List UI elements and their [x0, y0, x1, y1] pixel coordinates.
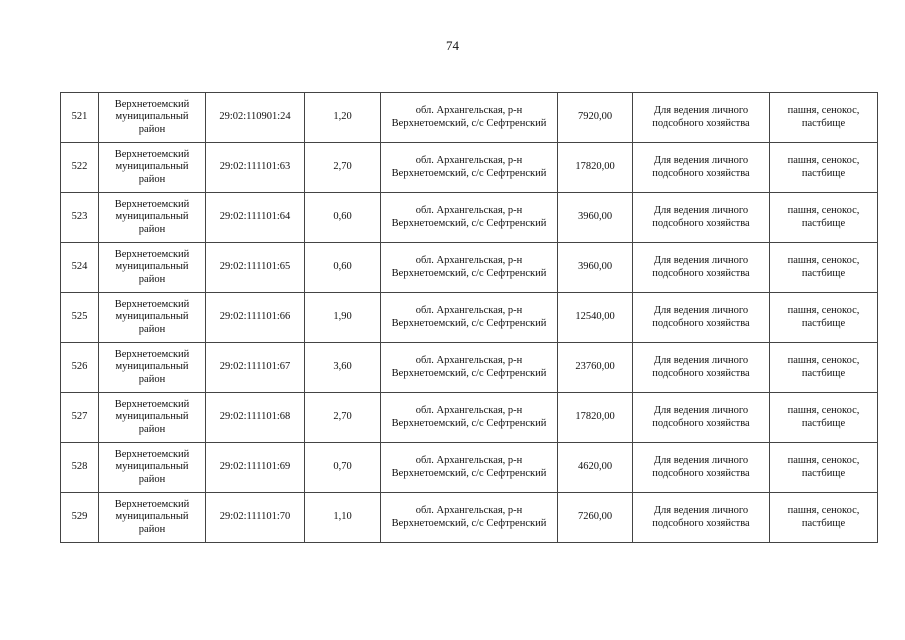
cell-district-line: муниципальный	[115, 361, 189, 373]
cell-cadastral-number: 29:02:111101:70	[206, 493, 305, 543]
cell-permitted-use	[633, 93, 770, 143]
cell-permitted-use	[633, 393, 770, 443]
cell-district-line: муниципальный	[115, 261, 189, 273]
cell-number: 528	[61, 443, 99, 493]
table-row	[61, 93, 878, 143]
cell-permitted-use	[633, 193, 770, 243]
cell-address	[381, 243, 558, 293]
cell-number: 526	[61, 343, 99, 393]
cell-district-line: район	[138, 273, 166, 285]
land-plots-table	[60, 92, 878, 543]
cell-land-type	[770, 143, 878, 193]
cell-permitted-use-line: подсобного хозяйства	[652, 317, 750, 329]
cell-district-line: район	[138, 523, 166, 535]
cell-permitted-use-line: подсобного хозяйства	[652, 267, 750, 279]
cell-land-type-line: пашня, сенокос,	[787, 155, 860, 166]
table-row	[61, 243, 878, 293]
cell-cadastral-number: 29:02:111101:68	[206, 393, 305, 443]
cell-cadastral-value: 17820,00	[558, 143, 633, 193]
cell-address-line: обл. Архангельская, р-н	[415, 405, 523, 416]
cell-permitted-use-line: Для ведения личного	[653, 255, 749, 266]
cell-land-type	[770, 493, 878, 543]
cell-land-type-line: пашня, сенокос,	[787, 505, 860, 516]
cell-area: 2,70	[305, 143, 381, 193]
cell-district-line: Верхнетоемский	[114, 398, 190, 410]
cell-cadastral-value: 4620,00	[558, 443, 633, 493]
table-row	[61, 393, 878, 443]
cell-number: 525	[61, 293, 99, 343]
cell-address	[381, 193, 558, 243]
cell-permitted-use-line: Для ведения личного	[653, 355, 749, 366]
cell-area: 1,90	[305, 293, 381, 343]
cell-land-type-line: пастбище	[801, 467, 846, 479]
table-row	[61, 293, 878, 343]
cell-address-line: Верхнетоемский, с/с Сефтренский	[391, 367, 547, 379]
table-row	[61, 343, 878, 393]
cell-district-line: Верхнетоемский	[114, 148, 190, 160]
cell-permitted-use-line: Для ведения личного	[653, 105, 749, 116]
cell-permitted-use-line: подсобного хозяйства	[652, 367, 750, 379]
cell-land-type-line: пастбище	[801, 367, 846, 379]
cell-district-line: район	[138, 173, 166, 185]
cell-district-line: Верхнетоемский	[114, 98, 190, 110]
table-row	[61, 443, 878, 493]
cell-district	[99, 343, 206, 393]
cell-land-type-line: пашня, сенокос,	[787, 205, 860, 216]
cell-cadastral-number: 29:02:110901:24	[206, 93, 305, 143]
cell-address-line: Верхнетоемский, с/с Сефтренский	[391, 417, 547, 429]
cell-district	[99, 493, 206, 543]
cell-permitted-use-line: подсобного хозяйства	[652, 517, 750, 529]
cell-district-line: район	[138, 323, 166, 335]
cell-permitted-use	[633, 343, 770, 393]
page-number: 74	[446, 38, 459, 53]
cell-district-line: район	[138, 373, 166, 385]
cell-address	[381, 93, 558, 143]
cell-cadastral-value: 7260,00	[558, 493, 633, 543]
cell-area: 0,60	[305, 243, 381, 293]
cell-address-line: обл. Архангельская, р-н	[415, 305, 523, 316]
cell-address-line: обл. Архангельская, р-н	[415, 205, 523, 216]
cell-address	[381, 393, 558, 443]
cell-district	[99, 143, 206, 193]
cell-cadastral-value: 23760,00	[558, 343, 633, 393]
cell-land-type-line: пастбище	[801, 417, 846, 429]
cell-district-line: муниципальный	[115, 511, 189, 523]
cell-district	[99, 393, 206, 443]
cell-land-type	[770, 243, 878, 293]
cell-area: 1,20	[305, 93, 381, 143]
cell-address-line: Верхнетоемский, с/с Сефтренский	[391, 467, 547, 479]
cell-area: 3,60	[305, 343, 381, 393]
cell-land-type	[770, 393, 878, 443]
cell-land-type-line: пастбище	[801, 167, 846, 179]
cell-district-line: район	[138, 223, 166, 235]
cell-land-type	[770, 193, 878, 243]
cell-district	[99, 193, 206, 243]
cell-permitted-use	[633, 493, 770, 543]
cell-district-line: район	[138, 473, 166, 485]
cell-address-line: обл. Архангельская, р-н	[415, 505, 523, 516]
cell-permitted-use	[633, 293, 770, 343]
cell-land-type	[770, 293, 878, 343]
cell-district-line: район	[138, 123, 166, 135]
cell-land-type-line: пастбище	[801, 517, 846, 529]
cell-land-type-line: пашня, сенокос,	[787, 455, 860, 466]
cell-address-line: обл. Архангельская, р-н	[415, 155, 523, 166]
cell-district	[99, 93, 206, 143]
cell-cadastral-value: 7920,00	[558, 93, 633, 143]
cell-permitted-use-line: Для ведения личного	[653, 405, 749, 416]
cell-permitted-use	[633, 243, 770, 293]
cell-area: 2,70	[305, 393, 381, 443]
cell-cadastral-number: 29:02:111101:69	[206, 443, 305, 493]
cell-land-type	[770, 443, 878, 493]
cell-address-line: Верхнетоемский, с/с Сефтренский	[391, 267, 547, 279]
cell-permitted-use-line: подсобного хозяйства	[652, 417, 750, 429]
cell-district-line: Верхнетоемский	[114, 248, 190, 260]
cell-district-line: Верхнетоемский	[114, 498, 190, 510]
cell-permitted-use-line: Для ведения личного	[653, 305, 749, 316]
cell-district-line: муниципальный	[115, 211, 189, 223]
cell-address-line: Верхнетоемский, с/с Сефтренский	[391, 167, 547, 179]
cell-permitted-use-line: Для ведения личного	[653, 205, 749, 216]
cell-district-line: муниципальный	[115, 111, 189, 123]
cell-permitted-use-line: Для ведения личного	[653, 155, 749, 166]
cell-permitted-use	[633, 443, 770, 493]
cell-area: 0,70	[305, 443, 381, 493]
cell-land-type-line: пастбище	[801, 117, 846, 129]
cell-district	[99, 293, 206, 343]
table-body	[61, 93, 878, 543]
cell-district-line: район	[138, 423, 166, 435]
cell-district-line: Верхнетоемский	[114, 198, 190, 210]
cell-district-line: Верхнетоемский	[114, 348, 190, 360]
cell-cadastral-number: 29:02:111101:66	[206, 293, 305, 343]
cell-cadastral-number: 29:02:111101:64	[206, 193, 305, 243]
cell-address	[381, 143, 558, 193]
cell-number: 527	[61, 393, 99, 443]
cell-address-line: Верхнетоемский, с/с Сефтренский	[391, 517, 547, 529]
cell-address-line: обл. Архангельская, р-н	[415, 455, 523, 466]
cell-number: 524	[61, 243, 99, 293]
cell-area: 0,60	[305, 193, 381, 243]
cell-district-line: муниципальный	[115, 411, 189, 423]
cell-address	[381, 493, 558, 543]
cell-address	[381, 293, 558, 343]
table-row	[61, 143, 878, 193]
cell-land-type-line: пашня, сенокос,	[787, 305, 860, 316]
cell-permitted-use-line: подсобного хозяйства	[652, 217, 750, 229]
cell-land-type-line: пашня, сенокос,	[787, 355, 860, 366]
cell-land-type-line: пастбище	[801, 267, 846, 279]
cell-address-line: обл. Архангельская, р-н	[415, 255, 523, 266]
cell-permitted-use	[633, 143, 770, 193]
cell-land-type-line: пашня, сенокос,	[787, 105, 860, 116]
cell-permitted-use-line: Для ведения личного	[653, 455, 749, 466]
table-row	[61, 193, 878, 243]
cell-land-type-line: пашня, сенокос,	[787, 255, 860, 266]
cell-address-line: Верхнетоемский, с/с Сефтренский	[391, 217, 547, 229]
cell-address-line: обл. Архангельская, р-н	[415, 105, 523, 116]
cell-cadastral-number: 29:02:111101:63	[206, 143, 305, 193]
cell-address-line: обл. Архангельская, р-н	[415, 355, 523, 366]
cell-number: 522	[61, 143, 99, 193]
cell-cadastral-number: 29:02:111101:65	[206, 243, 305, 293]
cell-district-line: муниципальный	[115, 311, 189, 323]
cell-area: 1,10	[305, 493, 381, 543]
cell-land-type	[770, 93, 878, 143]
cell-district	[99, 443, 206, 493]
cell-land-type-line: пастбище	[801, 217, 846, 229]
cell-number: 523	[61, 193, 99, 243]
cell-number: 529	[61, 493, 99, 543]
cell-district	[99, 243, 206, 293]
table-row	[61, 493, 878, 543]
cell-district-line: Верхнетоемский	[114, 298, 190, 310]
cell-permitted-use-line: Для ведения личного	[653, 505, 749, 516]
cell-number: 521	[61, 93, 99, 143]
cell-permitted-use-line: подсобного хозяйства	[652, 167, 750, 179]
cell-district-line: муниципальный	[115, 461, 189, 473]
cell-cadastral-value: 3960,00	[558, 193, 633, 243]
cell-cadastral-value: 3960,00	[558, 243, 633, 293]
cell-cadastral-number: 29:02:111101:67	[206, 343, 305, 393]
cell-district-line: муниципальный	[115, 161, 189, 173]
cell-land-type-line: пашня, сенокос,	[787, 405, 860, 416]
cell-district-line: Верхнетоемский	[114, 448, 190, 460]
cell-land-type	[770, 343, 878, 393]
cell-address	[381, 343, 558, 393]
cell-address	[381, 443, 558, 493]
cell-cadastral-value: 12540,00	[558, 293, 633, 343]
cell-land-type-line: пастбище	[801, 317, 846, 329]
cell-address-line: Верхнетоемский, с/с Сефтренский	[391, 117, 547, 129]
cell-permitted-use-line: подсобного хозяйства	[652, 467, 750, 479]
cell-cadastral-value: 17820,00	[558, 393, 633, 443]
cell-permitted-use-line: подсобного хозяйства	[652, 117, 750, 129]
cell-address-line: Верхнетоемский, с/с Сефтренский	[391, 317, 547, 329]
